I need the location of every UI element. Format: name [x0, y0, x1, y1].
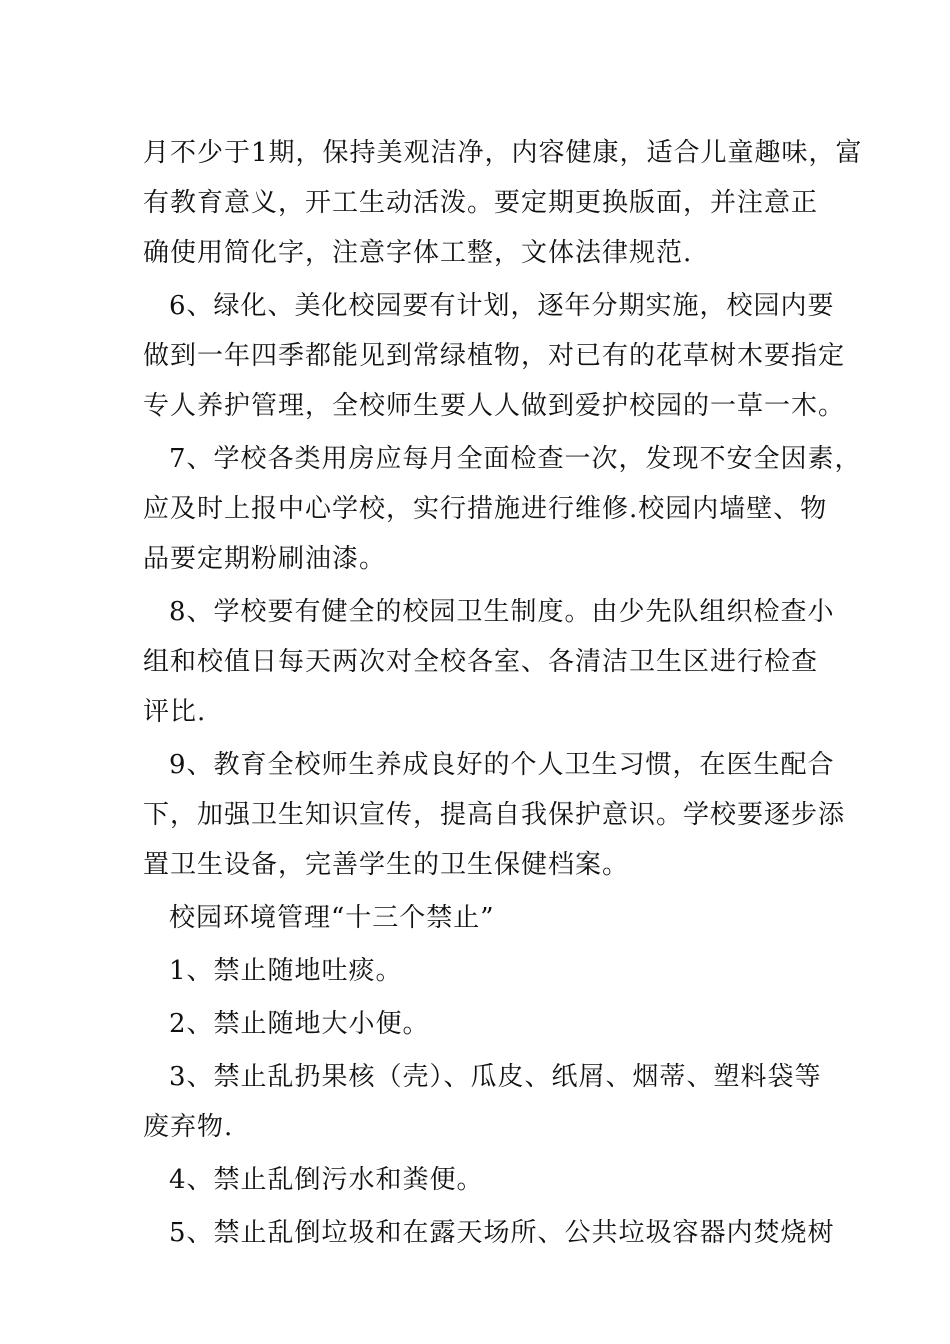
- paragraph-item-7: [143, 434, 862, 584]
- text-line: 2、禁止随地大小便。: [169, 1009, 430, 1039]
- text-line: 3、禁止乱扔果核（壳）、瓜皮、纸屑、烟蒂、塑料袋等: [169, 1062, 822, 1092]
- text-line: 有教育意义，开工生动活泼。要定期更换版面，并注意正: [143, 188, 819, 218]
- text-line: 月不少于1期，保持美观洁净，内容健康，适合儿童趣味，富: [143, 138, 863, 168]
- text-line: 应及时上报中心学校，实行措施进行维修.校园内墙壁、物: [143, 494, 828, 524]
- text-line: 置卫生设备，完善学生的卫生保健档案。: [143, 850, 630, 880]
- text-line: 品要定期粉刷油漆。: [143, 544, 387, 574]
- paragraph-item-8: [143, 587, 835, 737]
- prohibition-item-4: [143, 1155, 807, 1205]
- text-line: 校园环境管理“十三个禁止”: [169, 903, 495, 933]
- section-heading: [143, 893, 807, 943]
- text-line: 8、学校要有健全的校园卫生制度。由少先队组织检查小: [169, 597, 835, 627]
- prohibition-item-5: [143, 1208, 835, 1258]
- text-line: 评比.: [143, 697, 207, 727]
- prohibition-item-3: [143, 1052, 822, 1152]
- text-line: 7、学校各类用房应每月全面检查一次，发现不安全因素，: [169, 444, 862, 474]
- prohibition-item-2: [143, 999, 807, 1049]
- text-line: 1、禁止随地吐痰。: [169, 956, 403, 986]
- paragraph-item-6: [143, 281, 846, 431]
- text-line: 6、绿化、美化校园要有计划，逐年分期实施，校园内要: [169, 291, 835, 321]
- prohibition-item-1: [143, 946, 807, 996]
- paragraph-continuation: [143, 128, 863, 278]
- text-line: 组和校值日每天两次对全校各室、各清洁卫生区进行检查: [143, 647, 819, 677]
- document-body: [143, 128, 863, 1261]
- paragraph-item-9: [143, 740, 846, 890]
- text-line: 确使用简化字，注意字体工整，文体法律规范.: [143, 238, 693, 268]
- text-line: 做到一年四季都能见到常绿植物，对已有的花草树木要指定: [143, 341, 846, 371]
- text-line: 废弃物.: [143, 1112, 234, 1142]
- text-line: 4、禁止乱倒污水和粪便。: [169, 1165, 484, 1195]
- text-line: 9、教育全校师生养成良好的个人卫生习惯，在医生配合: [169, 750, 835, 780]
- text-line: 下，加强卫生知识宣传，提高自我保护意识。学校要逐步添: [143, 800, 846, 830]
- text-line: 专人养护管理，全校师生要人人做到爱护校园的一草一木。: [143, 391, 846, 421]
- text-line: 5、禁止乱倒垃圾和在露天场所、公共垃圾容器内焚烧树: [169, 1218, 835, 1248]
